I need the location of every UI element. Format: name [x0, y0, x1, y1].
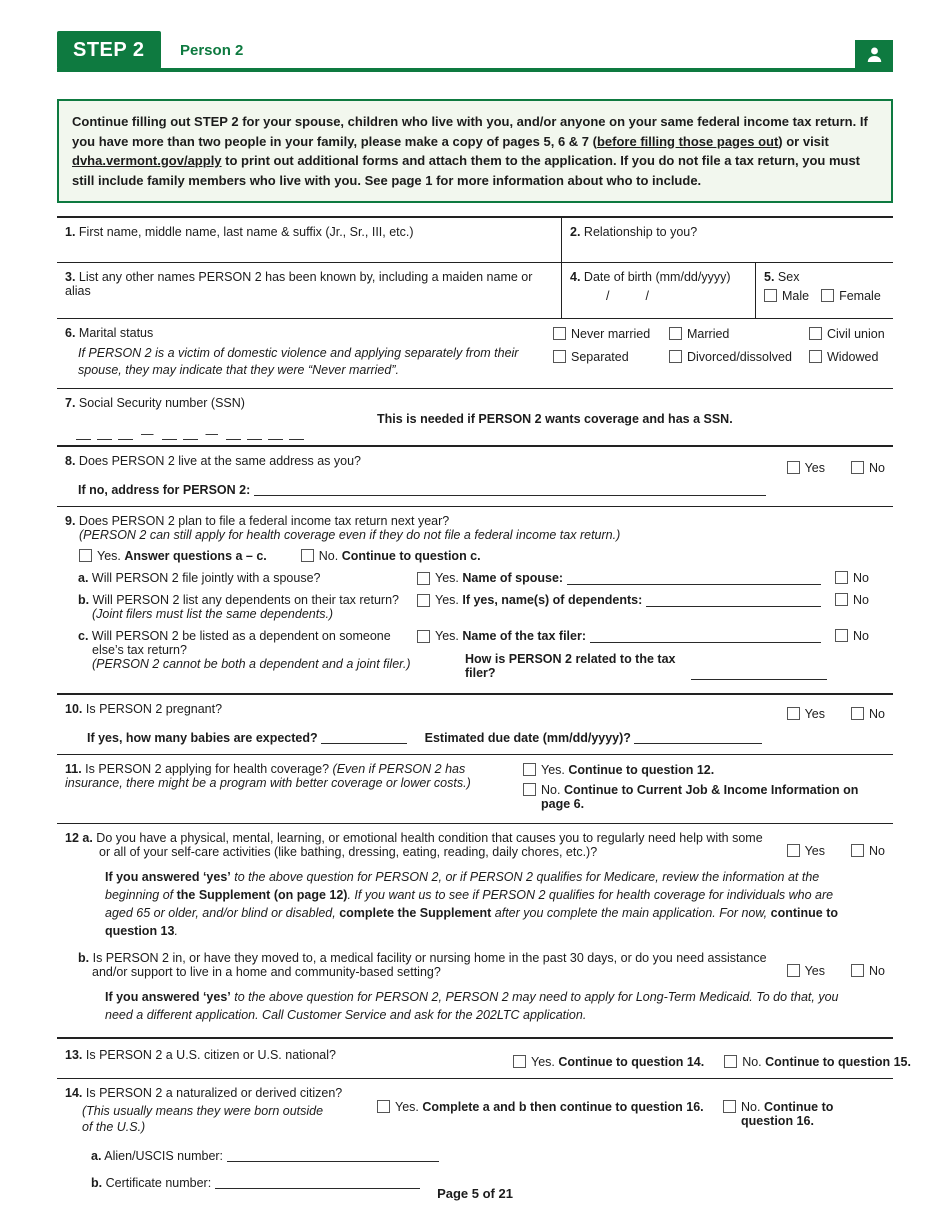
q9a-no-label: No [853, 570, 869, 585]
marital-never-married-checkbox[interactable] [553, 327, 566, 340]
q9c-number: c. [78, 628, 89, 643]
person-title: Person 2 [180, 42, 244, 59]
dob-slash-1: / [606, 289, 610, 303]
q9-note: (PERSON 2 can still apply for health coverage even if they do not file a federal income tax return.) [79, 527, 621, 542]
intro-text-3: to print out additional forms and attach them to the application. If you do not file a tax return, you must still include family members who live with you. See page 1 for more information about who to include. [72, 153, 861, 188]
q13-no-instruction: Continue to question 15. [765, 1054, 911, 1069]
q2-cell [562, 218, 893, 262]
ssn-digit-blank [97, 428, 112, 440]
sex-male-label: Male [782, 289, 810, 303]
q11-no-label: No. [541, 782, 561, 797]
q10-no-label: No [869, 706, 885, 721]
q12b-no-label: No [869, 964, 885, 979]
marital-divorced-label: Divorced/dissolved [687, 350, 792, 364]
q8-number: 8. [65, 453, 76, 468]
q13-yes-option [513, 1055, 704, 1069]
q9c-yes-label: Yes. [435, 628, 459, 643]
q6-row [57, 319, 893, 389]
q12b-note-1: If you answered ‘yes’ [105, 990, 231, 1005]
q10-number: 10. [65, 701, 83, 716]
q12b-note-2: to the above question for PERSON 2, PERSON 2 may need to apply for Long-Term Medicaid. To do that, you need a different application. Call Customer Service and ask for the 202LTC application. [105, 990, 839, 1023]
q12a-note-3: the Supplement (on page 12) [176, 887, 348, 902]
q13-yes-instruction: Continue to question 14. [558, 1054, 705, 1069]
q9-yes-option [79, 549, 267, 563]
q9c-row [65, 629, 885, 680]
sex-female-label: Female [839, 289, 881, 303]
intro-instructions [57, 99, 893, 203]
q9c-no-checkbox[interactable] [835, 629, 848, 642]
q2-number: 2. [570, 225, 581, 239]
marital-widowed-option [809, 350, 885, 364]
q9b-text: Will PERSON 2 list any dependents on their tax return? [92, 592, 399, 607]
ssn-digit-blank [183, 428, 198, 440]
q9b-yes-checkbox[interactable] [417, 594, 430, 607]
q9c-yes-instruction: Name of the tax filer: [462, 628, 586, 643]
person2-form [57, 216, 911, 1210]
marital-civil-union-label: Civil union [827, 327, 885, 341]
q8-yes-option [787, 461, 825, 475]
marital-widowed-label: Widowed [827, 350, 879, 364]
q12b-yes-label: Yes [804, 964, 826, 979]
q7-row [57, 389, 893, 447]
q9b-note: (Joint filers must list the same dependents.) [92, 606, 334, 621]
q14-no-instruction: Continue to question 16. [741, 1099, 834, 1128]
marital-married-label: Married [687, 327, 730, 341]
q1-text: First name, middle name, last name & suffix (Jr., Sr., III, etc.) [78, 225, 414, 239]
ssn-digit-blank [226, 428, 241, 440]
q14a-number: a. [91, 1149, 102, 1164]
tax-filer-relation-field[interactable] [691, 667, 827, 680]
q7-number: 7. [65, 395, 76, 410]
intro-text-2: ) or visit [778, 133, 829, 149]
ssn-digit-blank [289, 428, 304, 440]
due-date-field[interactable] [634, 731, 762, 744]
q10-no-checkbox[interactable] [851, 707, 864, 720]
q12b-no-checkbox[interactable] [851, 964, 864, 977]
marital-widowed-checkbox[interactable] [809, 350, 822, 363]
q9c-text: Will PERSON 2 be listed as a dependent on someone else’s tax return? [91, 628, 391, 657]
q9-number: 9. [65, 513, 76, 528]
q14-note: (This usually means they were born outside of the U.S.) [82, 1103, 324, 1135]
q5-cell [756, 263, 893, 318]
q13-row [57, 1039, 911, 1079]
q12a-note-7: continue to question 13 [105, 906, 838, 939]
q9-no-option [301, 549, 481, 563]
q1-q2-row [57, 218, 893, 263]
q10-text: Is PERSON 2 pregnant? [85, 701, 223, 716]
ssn-digit-blank [162, 428, 177, 440]
date-of-birth-field[interactable] [570, 284, 747, 303]
q8-text: Does PERSON 2 live at the same address as you? [78, 453, 362, 468]
q11-text: Is PERSON 2 applying for health coverage? [85, 761, 330, 776]
q12a-yes-checkbox[interactable] [787, 844, 800, 857]
q4-cell [562, 263, 756, 318]
q11-note: (Even if PERSON 2 has insurance, there might be a program with better coverage or lower costs.) [65, 761, 471, 790]
q5-number: 5. [764, 270, 775, 284]
q12a-no-option [851, 844, 885, 858]
first-middle-last-name-field[interactable] [65, 239, 553, 252]
step-badge: STEP 2 [57, 31, 161, 69]
q3-cell [57, 263, 562, 318]
q10-due-label: Estimated due date (mm/dd/yyyy)? [424, 730, 631, 745]
q13-yes-checkbox[interactable] [513, 1055, 526, 1068]
q12b-yes-option [787, 964, 825, 978]
q9b-number: b. [78, 592, 90, 607]
q12a-note-8: . [174, 924, 178, 939]
q10-no-option [851, 707, 885, 721]
dob-slash-2: / [645, 289, 649, 303]
sex-female-checkbox[interactable] [821, 289, 834, 302]
q9b-yes-instruction: If yes, name(s) of dependents: [462, 592, 643, 607]
q3-text: List any other names PERSON 2 has been known by, including a maiden name or alias [65, 270, 533, 298]
q9-no-label: No. [318, 548, 339, 563]
q3-q4-q5-row [57, 263, 893, 319]
marital-never-married-label: Never married [571, 327, 651, 341]
ssn-digit-blank [247, 428, 262, 440]
q12-row [57, 824, 893, 1039]
q1-cell [57, 218, 562, 262]
dependents-names-field[interactable] [646, 594, 821, 607]
marital-divorced-option [669, 350, 809, 364]
page-number: Page 5 of 21 [437, 1186, 513, 1201]
spouse-name-field[interactable] [567, 572, 821, 585]
q12b-number: b. [78, 951, 90, 966]
q14b-label: Certificate number: [105, 1176, 212, 1191]
q11-yes-instruction: Continue to question 12. [568, 762, 715, 777]
q12b-no-option [851, 964, 885, 978]
q9a-no-checkbox[interactable] [835, 571, 848, 584]
q10-row [57, 695, 893, 755]
q10-yes-label: Yes [804, 706, 826, 721]
q13-no-label: No. [742, 1054, 762, 1069]
q9a-text: Will PERSON 2 file jointly with a spouse? [91, 570, 321, 585]
q2-text: Relationship to you? [583, 225, 698, 239]
babies-expected-field[interactable] [321, 731, 407, 744]
marital-married-checkbox[interactable] [669, 327, 682, 340]
q8-no-checkbox[interactable] [851, 461, 864, 474]
q12a-no-checkbox[interactable] [851, 844, 864, 857]
step-header [57, 30, 893, 72]
q12a-note-1: If you answered ‘yes’ [105, 869, 231, 884]
q9a-number: a. [78, 570, 89, 585]
q8-yes-label: Yes [804, 460, 826, 475]
q11-no-checkbox[interactable] [523, 783, 536, 796]
q12a-note-4: . If you want us to see if PERSON 2 qualifies for health coverage for individuals who are aged 65 or older, and/or blind or disabled, [105, 887, 834, 920]
q14-number: 14. [65, 1085, 83, 1100]
ssn-digit-blank [268, 428, 283, 440]
ssn-field[interactable] [76, 428, 304, 440]
q9c-yes-checkbox[interactable] [417, 630, 430, 643]
relationship-field[interactable] [570, 239, 885, 252]
marital-civil-union-checkbox[interactable] [809, 327, 822, 340]
q13-number: 13. [65, 1047, 83, 1062]
q12b-note [105, 988, 861, 1024]
sex-male-option [764, 289, 809, 303]
marital-never-married-option [553, 327, 669, 341]
q14-text: Is PERSON 2 a naturalized or derived citizen? [85, 1085, 343, 1100]
q9b-no-checkbox[interactable] [835, 593, 848, 606]
sex-female-option [821, 289, 881, 303]
q11-yes-checkbox[interactable] [523, 763, 536, 776]
q9c-note: (PERSON 2 cannot be both a dependent and a joint filer.) [92, 656, 411, 671]
q6-number: 6. [65, 326, 76, 340]
q14-yes-checkbox[interactable] [377, 1100, 390, 1113]
q10-babies-label: If yes, how many babies are expected? [87, 730, 318, 745]
q12a-text: Do you have a physical, mental, learning, or emotional health condition that causes you to regularly need help with some or all of your self-care activities (like bathing, dressing, eating, reading, daily chores, etc.)? [96, 830, 763, 859]
q9b-row [65, 593, 885, 621]
q8-ifno-label: If no, address for PERSON 2: [78, 482, 251, 497]
q4-text: Date of birth (mm/dd/yyyy) [583, 270, 731, 284]
person-icon [855, 40, 893, 69]
q11-yes-label: Yes. [541, 762, 565, 777]
q12a-no-label: No [869, 843, 885, 858]
ssn-note: This is needed if PERSON 2 wants coverage and has a SSN. [377, 411, 733, 426]
marital-separated-checkbox[interactable] [553, 350, 566, 363]
ssn-digit-blank [118, 428, 133, 440]
q13-yes-label: Yes. [531, 1054, 555, 1069]
q10-yes-checkbox[interactable] [787, 707, 800, 720]
ssn-dash: — [141, 426, 154, 441]
q9-yes-label: Yes. [97, 548, 121, 563]
q4-number: 4. [570, 270, 581, 284]
q10-yes-option [787, 707, 825, 721]
q14-no-checkbox[interactable] [723, 1100, 736, 1113]
marital-status-options [553, 326, 885, 379]
apply-url-link[interactable]: dvha.vermont.gov/apply [72, 153, 222, 168]
q9a-yes-checkbox[interactable] [417, 572, 430, 585]
tax-filer-name-field[interactable] [590, 630, 821, 643]
q13-text: Is PERSON 2 a U.S. citizen or U.S. national? [85, 1047, 336, 1062]
q12a-note [105, 868, 861, 941]
q14-yes-instruction: Complete a and b then continue to question 16. [422, 1099, 704, 1114]
marital-married-option [669, 327, 809, 341]
q12a-note-5: complete the Supplement [339, 906, 492, 920]
q12b-yes-checkbox[interactable] [787, 964, 800, 977]
q9-text: Does PERSON 2 plan to file a federal income tax return next year? [78, 513, 450, 528]
q7-text: Social Security number (SSN) [78, 395, 245, 410]
q12a-yes-label: Yes [804, 843, 826, 858]
q9c-no-label: No [853, 628, 869, 643]
q1-number: 1. [65, 225, 76, 239]
q8-no-label: No [869, 460, 885, 475]
sex-male-checkbox[interactable] [764, 289, 777, 302]
marital-divorced-checkbox[interactable] [669, 350, 682, 363]
q13-no-option [724, 1055, 911, 1069]
q12a-note-6: after you complete the main application. For now, [491, 906, 771, 920]
q14b-number: b. [91, 1176, 103, 1191]
q14-no-label: No. [741, 1099, 761, 1114]
other-names-field[interactable] [65, 298, 553, 311]
q5-text: Sex [777, 270, 800, 284]
before-filling-underline: before filling those pages out [596, 133, 779, 149]
q12b-text: Is PERSON 2 in, or have they moved to, a medical facility or nursing home in the past 30 days, or do you need assistance and/or support to live in a home and community-based setting? [92, 951, 767, 980]
q13-no-checkbox[interactable] [724, 1055, 737, 1068]
q9b-yes-label: Yes. [435, 592, 459, 607]
q12a-number: 12 a. [65, 830, 93, 845]
q8-yes-checkbox[interactable] [787, 461, 800, 474]
q11-row [57, 755, 893, 824]
q8-no-option [851, 461, 885, 475]
q3-number: 3. [65, 270, 76, 284]
q12a-note-2: to the above question for PERSON 2, or if PERSON 2 qualifies for Medicare, review the information at the beginning of [105, 869, 820, 902]
q12a-yes-option [787, 844, 825, 858]
marital-civil-union-option [809, 327, 885, 341]
q9a-yes-instruction: Name of spouse: [462, 570, 564, 585]
marital-separated-option [553, 350, 669, 364]
q9-row [57, 507, 893, 695]
q9-yes-instruction: Answer questions a – c. [124, 548, 267, 563]
q6-text: Marital status [78, 326, 154, 340]
alien-uscis-number-field[interactable] [227, 1149, 439, 1162]
person2-address-field[interactable] [254, 483, 766, 496]
q9c-related-label: How is PERSON 2 related to the tax filer? [465, 651, 676, 680]
q9b-no-label: No [853, 592, 869, 607]
q9a-yes-label: Yes. [435, 570, 459, 585]
q9-yes-checkbox[interactable] [79, 549, 92, 562]
q14-yes-label: Yes. [395, 1099, 419, 1114]
q9-no-checkbox[interactable] [301, 549, 314, 562]
q11-number: 11. [65, 761, 82, 776]
q8-row [57, 447, 893, 507]
q11-no-instruction: Continue to Current Job & Income Information on page 6. [541, 782, 859, 811]
ssn-digit-blank [76, 428, 91, 440]
marital-separated-label: Separated [571, 350, 629, 364]
q9a-row [65, 571, 885, 585]
q14a-label: Alien/USCIS number: [104, 1149, 224, 1164]
q9-no-instruction: Continue to question c. [341, 548, 481, 563]
q6-note: If PERSON 2 is a victim of domestic violence and applying separately from their spouse, they may indicate that they were “Never married”. [78, 346, 519, 377]
ssn-dash: — [205, 426, 218, 441]
intro-text-1: Continue filling out STEP 2 for your spouse, children who live with you, and/or anyone on your same federal income tax return. If you have more than two people in your family, please make a copy of pages 5, 6 & 7 ( [72, 114, 868, 149]
